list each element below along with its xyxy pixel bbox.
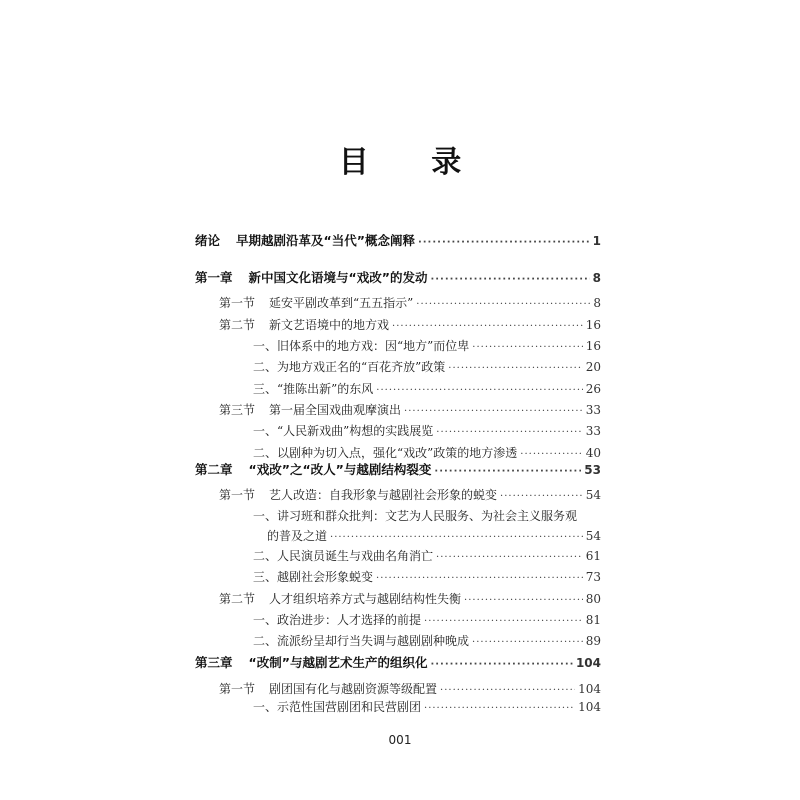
entry-title: “戏改”之“改人”与越剧结构裂变 <box>248 462 432 477</box>
chapter-number: 第二章 <box>195 462 233 477</box>
entry-title: 一、“人民新戏曲”构想的实践展览 <box>253 424 434 438</box>
section-number: 第二节 <box>219 318 256 332</box>
toc-entry-section[interactable] <box>219 294 601 311</box>
toc-entry-subsection[interactable] <box>253 698 601 715</box>
toc-entry-subsection[interactable] <box>253 632 601 649</box>
page-ref: 61 <box>585 549 601 563</box>
page-ref: 1 <box>592 234 601 248</box>
toc-entry-section[interactable] <box>219 316 601 333</box>
dot-leader <box>330 532 583 543</box>
toc-entry-subsection[interactable] <box>253 568 601 585</box>
page-ref: 40 <box>585 446 601 460</box>
dot-leader <box>424 616 583 627</box>
entry-title: 一、旧体系中的地方戏：因“地方”而位卑 <box>253 339 470 353</box>
page-ref: 20 <box>585 360 601 374</box>
section-number: 第一节 <box>219 296 256 310</box>
page-ref: 8 <box>592 271 601 285</box>
dot-leader <box>430 274 589 285</box>
entry-title: “改制”与越剧艺术生产的组织化 <box>248 655 428 670</box>
entry-title: 早期越剧沿革及“当代”概念阐释 <box>236 233 415 248</box>
toc-entry-continuation[interactable] <box>267 527 601 544</box>
page-ref: 89 <box>585 634 601 648</box>
page-title: 目 录 <box>338 145 488 180</box>
dot-leader <box>434 466 581 477</box>
page-ref: 53 <box>584 463 601 477</box>
dot-leader <box>520 449 582 460</box>
entry-title: 人才组织培养方式与越剧结构性失衡 <box>269 592 462 606</box>
page-ref: 80 <box>585 592 601 606</box>
entry-title: 二、流派纷呈却行当失调与越剧剧种晚成 <box>253 634 470 648</box>
page-ref: 104 <box>575 656 601 670</box>
toc-entry-subsection[interactable] <box>253 611 601 628</box>
entry-title: 二、人民演员诞生与戏曲名角消亡 <box>253 549 434 563</box>
dot-leader <box>464 595 583 606</box>
toc-entry-subsection[interactable] <box>253 422 601 439</box>
toc-entry-chapter-2[interactable] <box>195 460 601 478</box>
section-number: 第一节 <box>219 488 256 502</box>
entry-title: 三、“推陈出新”的东风 <box>253 382 374 396</box>
dot-leader <box>500 491 583 502</box>
dot-leader <box>440 685 575 696</box>
chapter-number: 第三章 <box>195 655 233 670</box>
page-ref: 16 <box>585 318 601 332</box>
page-number: 001 <box>388 733 412 747</box>
page-ref: 73 <box>585 570 601 584</box>
entry-title: 二、为地方戏正名的“百花齐放”政策 <box>253 360 446 374</box>
page-ref: 104 <box>578 700 601 714</box>
toc-entry-section[interactable] <box>219 590 601 607</box>
page-ref: 81 <box>585 613 601 627</box>
toc-entry-section[interactable] <box>219 486 601 503</box>
page-ref: 26 <box>585 382 601 396</box>
dot-leader <box>416 299 590 310</box>
toc-entry-subsection[interactable] <box>253 358 601 375</box>
chapter-number: 第一章 <box>195 270 233 285</box>
entry-title: 艺人改造：自我形象与越剧社会形象的蜕变 <box>269 488 498 502</box>
dot-leader <box>424 703 575 714</box>
entry-title: 新中国文化语境与“戏改”的发动 <box>248 270 428 285</box>
toc-entry-subsection[interactable] <box>253 444 601 461</box>
entry-title: 一、示范性国营剧团和民营剧团 <box>253 700 422 714</box>
entry-title: 三、越剧社会形象蜕变 <box>253 570 374 584</box>
toc-entry-subsection[interactable] <box>253 507 601 524</box>
section-number: 第三节 <box>219 403 256 417</box>
dot-leader <box>448 363 582 374</box>
dot-leader <box>376 573 583 584</box>
entry-title: 第一届全国戏曲观摩演出 <box>269 403 402 417</box>
entry-title: 延安平剧改革到“五五指示” <box>269 296 414 310</box>
page-ref: 104 <box>578 682 601 696</box>
entry-title: 新文艺语境中的地方戏 <box>269 318 390 332</box>
page-ref: 54 <box>585 529 601 543</box>
toc-entry-intro[interactable] <box>195 231 601 249</box>
entry-title: 剧团国有化与越剧资源等级配置 <box>269 682 438 696</box>
toc-entry-chapter-1[interactable] <box>195 268 601 286</box>
dot-leader <box>418 237 590 248</box>
page-ref: 33 <box>585 424 601 438</box>
dot-leader <box>404 406 583 417</box>
entry-title: 一、讲习班和群众批判：文艺为人民服务、为社会主义服务观 <box>253 509 578 523</box>
page-ref: 33 <box>585 403 601 417</box>
toc-entry-section[interactable] <box>219 680 601 697</box>
toc-entry-chapter-3[interactable] <box>195 653 601 671</box>
page-ref: 8 <box>593 296 601 310</box>
chapter-number: 绪论 <box>195 233 221 248</box>
entry-title: 二、以剧种为切入点，强化“戏改”政策的地方渗透 <box>253 446 518 460</box>
toc-entry-subsection[interactable] <box>253 380 601 397</box>
toc-entry-subsection[interactable] <box>253 337 601 354</box>
dot-leader <box>472 342 582 353</box>
dot-leader <box>376 385 582 396</box>
entry-title: 的普及之道 <box>267 529 328 543</box>
dot-leader <box>436 427 582 438</box>
page-ref: 54 <box>585 488 601 502</box>
toc-entry-section[interactable] <box>219 401 601 418</box>
section-number: 第一节 <box>219 682 256 696</box>
dot-leader <box>472 637 583 648</box>
dot-leader <box>436 552 583 563</box>
section-number: 第二节 <box>219 592 256 606</box>
page-ref: 16 <box>585 339 601 353</box>
toc-entry-subsection[interactable] <box>253 547 601 564</box>
dot-leader <box>430 659 572 670</box>
entry-title: 一、政治进步：人才选择的前提 <box>253 613 422 627</box>
dot-leader <box>392 321 583 332</box>
